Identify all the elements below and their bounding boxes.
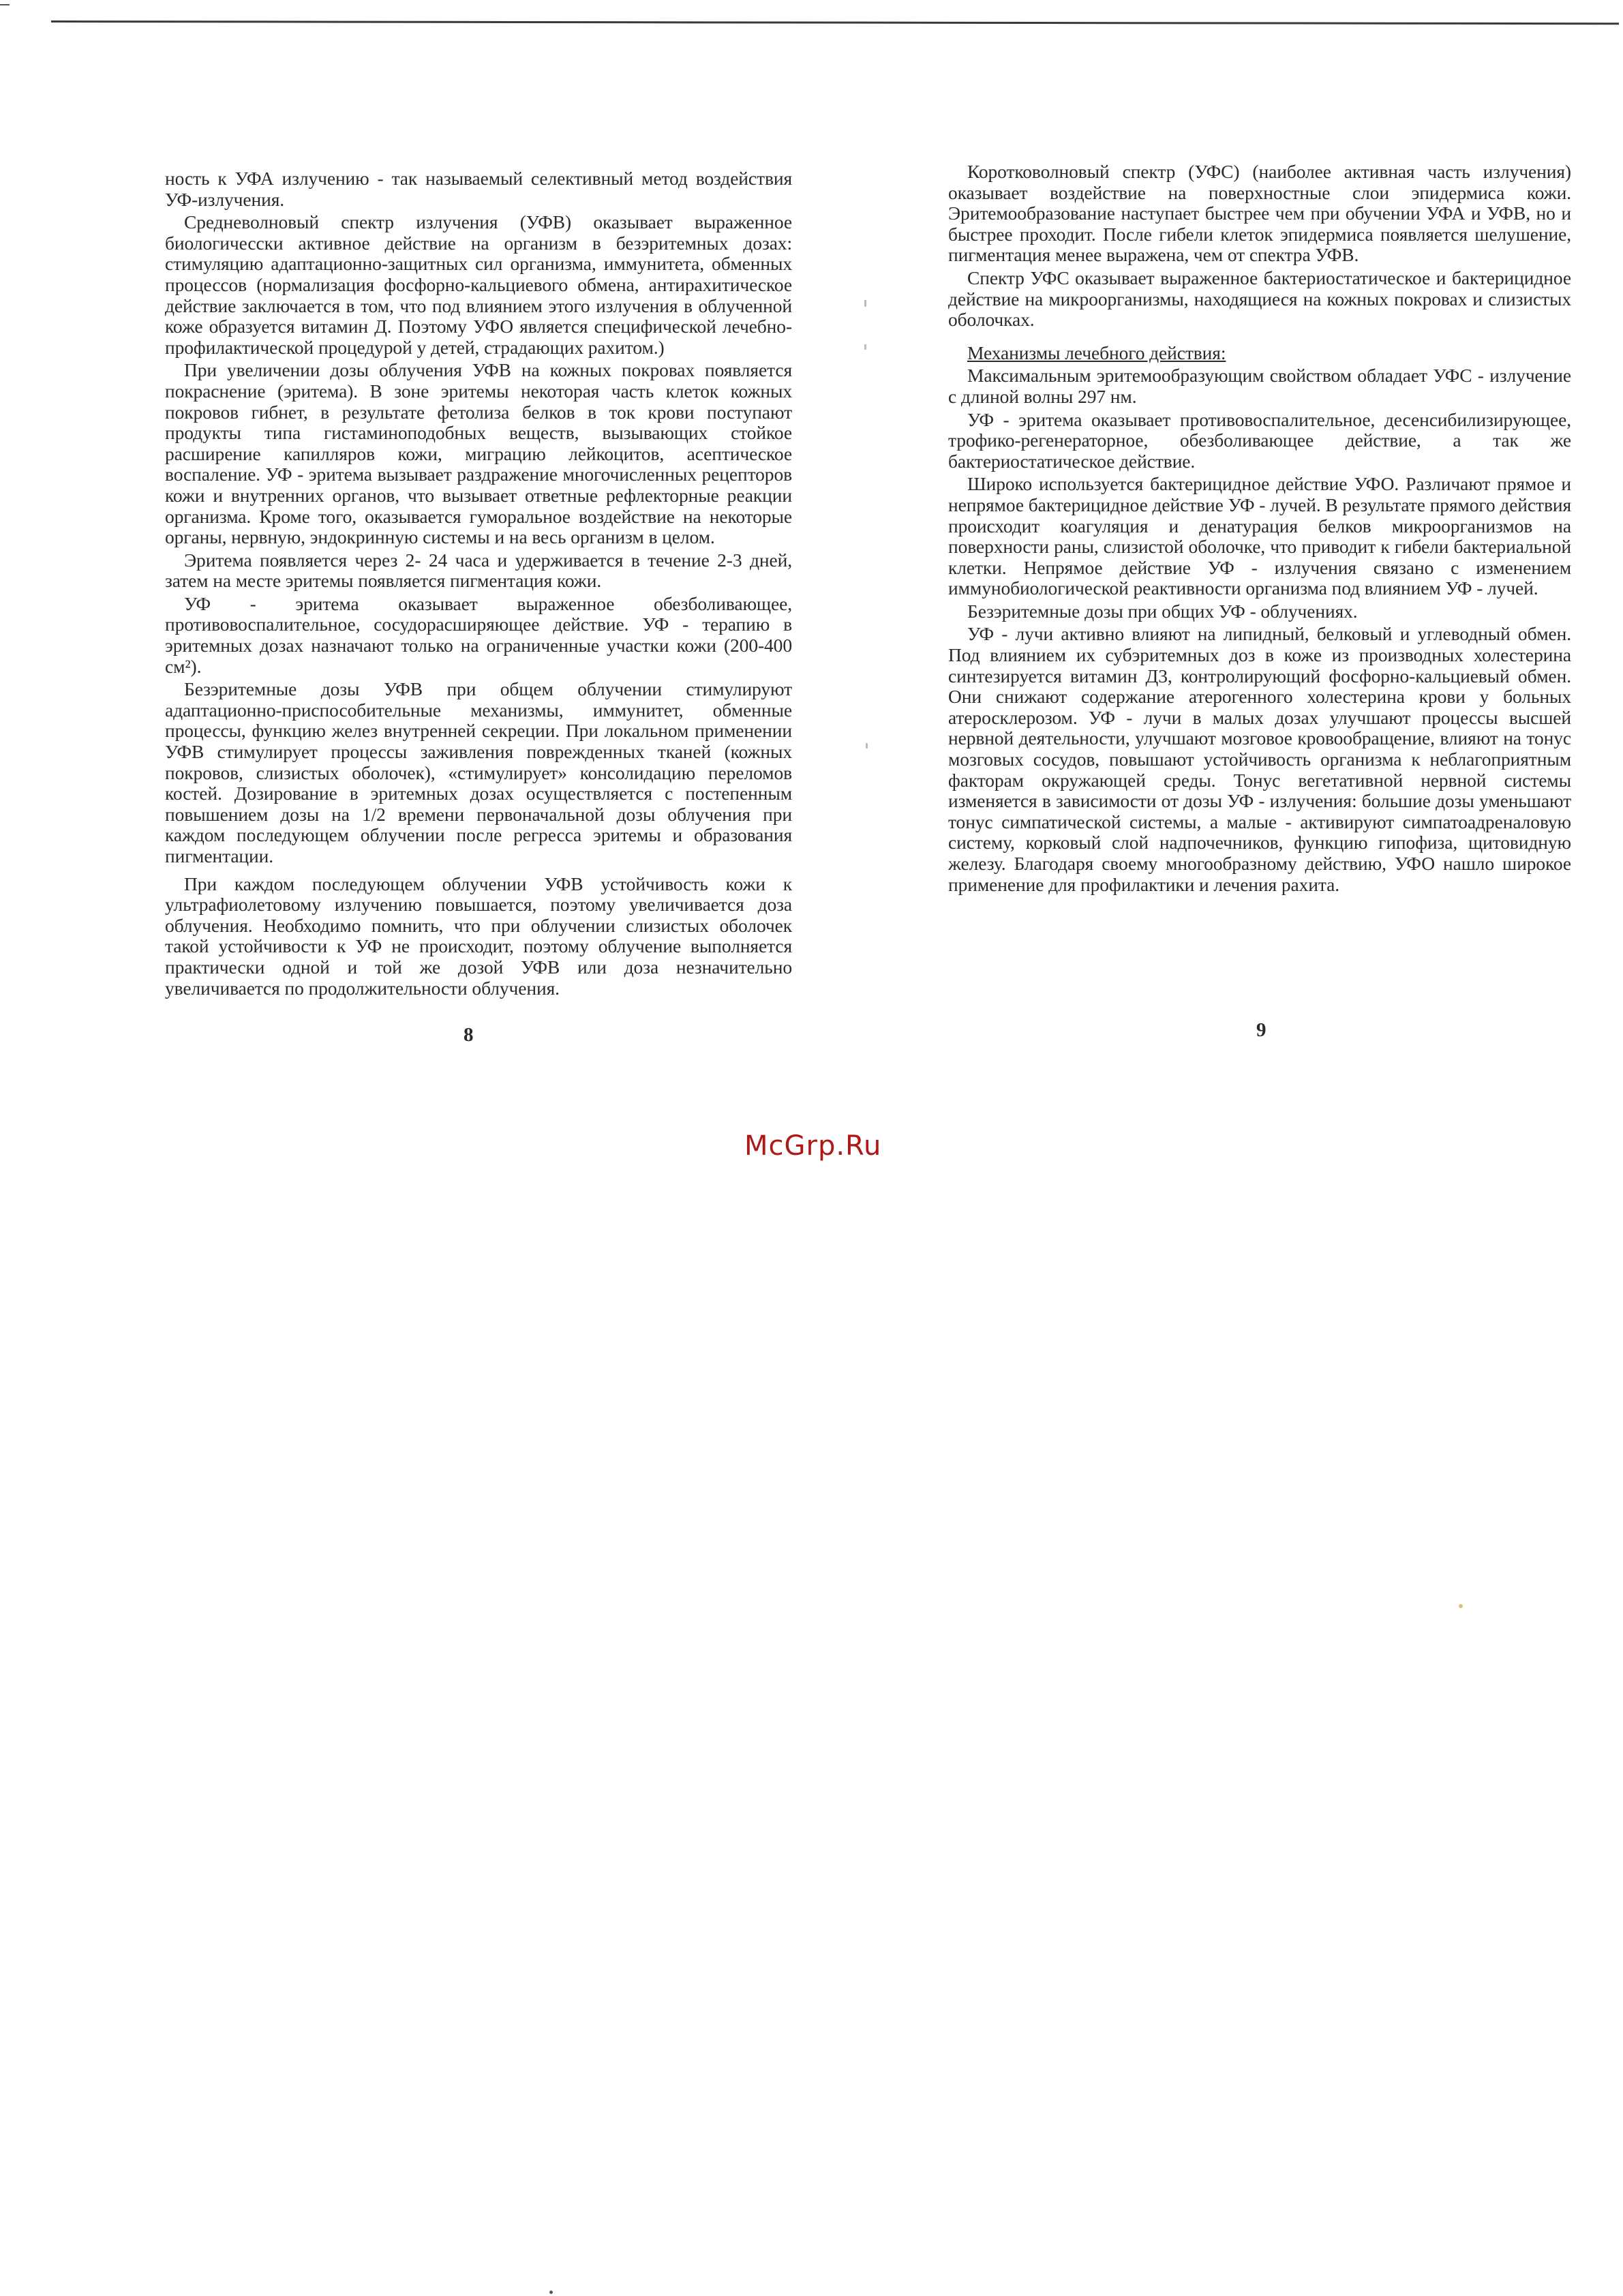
left-page-text <box>165 168 792 1001</box>
scan-corner-mark <box>0 0 10 5</box>
watermark-text: McGrp.Ru <box>744 1130 882 1162</box>
scan-speck <box>864 300 866 307</box>
left-paragraph-3: При увеличении дозы облучения УФВ на кожных покровах появляется покраснение (эритема). В зоне эритемы некоторая часть клеток кожных покровов гибнет, в результате фетолиза белков в ток крови поступают продукты типа гистаминоподобных веществ, вызывающих стойкое расширение капилляров кожи, миграцию лейкоцитов, асептическое воспаление. УФ - эритема вызывает раздражение многочисленных рецепторов кожи и внутренних органов, что вызывает ответные рефлекторные реакции организма. Кроме того, оказывается гуморальное воздействие на некоторые органы, нервную, эндокринную системы и на весь организм в целом. <box>165 359 792 548</box>
right-paragraph-1: Коротковолновый спектр (УФС) (наиболее активная часть излучения) оказывает воздействие на поверхностные слои эпидермиса кожи. Эритемообразование наступает быстрее чем при обучении УФА и УФВ, но и быстрее проходит. После гибели клеток эпидермиса появляется шелушение, пигментация менее выражена, чем от спектра УФВ. <box>948 161 1571 266</box>
scan-speck <box>549 2291 553 2294</box>
right-paragraph-7: УФ - лучи активно влияют на липидный, белковый и углеводный обмен. Под влиянием их субэритемных доз в коже из производных холестерина синтезируется витамин Д3, контролирующий фосфорно-кальциевый обмен. Они снижают содержание атерогенного холестерина крови у больных атеросклерозом. УФ - лучи в малых дозах улучшают процессы высшей нервной деятельности, улучшают мозговое кровообращение, влияют на тонус мозговых сосудов, повышают устойчивость организма к неблагоприятным факторам окружающей среды. Тонус вегетативной нервной системы изменяется в зависимости от дозы УФ - излучения: большие дозы уменьшают тонус симпатической системы, а малые - активируют симпатоадреналовую систему, корковый слой надпочечников, функцию гипофиза, щитовидную железу. Благодаря своему многообразному действию, УФО нашло широкое применение для профилактики и лечения рахита. <box>948 623 1571 895</box>
left-paragraph-2: Средневолновый спектр излучения (УФВ) оказывает выраженное биологичесски активное действие на организм в безэритемных дозах: стимуляцию адаптационно-защитных сил организма, иммунитета, обменных процессов (нормализация фосфорно-кальциевого обмена, антирахитическое действие заключается в том, что под влиянием этого излучения в облученной коже образуется витамин Д. Поэтому УФО является специфической лечебно-профилактической процедурой у детей, страдающих рахитом.) <box>165 211 792 358</box>
right-paragraph-2: Спектр УФС оказывает выраженное бактериостатическое и бактерицидное действие на микроорганизмы, находящиеся на кожных покровах и слизистых оболочках. <box>948 267 1571 331</box>
scan-speck <box>864 344 866 350</box>
scan-speck <box>866 743 868 749</box>
right-paragraph-6: Безэритемные дозы при общих УФ - облучениях. <box>967 600 1358 622</box>
scan-edge-line <box>51 20 1619 25</box>
left-paragraph-7: При каждом последующем облучении УФВ устойчивость кожи к ультрафиолетовому излучению повышается, поэтому увеличивается доза облучения. Необходимо помнить, что при облучении слизистых оболочек такой устойчивости к УФ не происходит, поэтому облучение выполняется практически одной и той же дозой УФВ или доза незначительно увеличивается по продолжительности облучения. <box>165 873 792 999</box>
left-paragraph-5: УФ - эритема оказывает выраженное обезболивающее, противовоспалительное, сосудорасширяющее действие. УФ - терапию в эритемных дозах назначают только на ограниченные участки кожи (200-400 см²). <box>165 592 792 677</box>
page-number-left: 8 <box>464 1024 474 1046</box>
right-paragraph-5: Широко используется бактерицидное действие УФО. Различают прямое и непрямое бактерицидное действие УФ - лучей. В результате прямого действия происходит коагуляция и денатурация белков микроорганизмов на поверхности раны, слизистой оболочке, что приводит к гибели бактериальной клетки. Непрямое действие УФ - излучения связано с изменением иммунобиологической реактивности организма под влиянием УФ - лучей. <box>948 473 1571 599</box>
left-paragraph-6: Безэритемные дозы УФВ при общем облучении стимулируют адаптационно-приспособительные механизмы, иммунитет, обменные процессы, функцию желез внутренней секреции. При локальном применении УФВ стимулирует процессы заживления поврежденных тканей (кожных покровов, слизистых оболочек), «стимулирует» консолидацию переломов костей. Дозирование в эритемных дозах осуществляется с постепенным повышением дозы на 1/2 времени первоначальной дозы облучения при каждом последующем облучении после регресса эритемы и образования пигментации. <box>165 678 792 866</box>
right-paragraph-4: УФ - эритема оказывает противовоспалительное, десенсибилизирующее, трофико-регенераторное, обезболивающее действие, а так же бактериостатическое действие. <box>948 408 1571 472</box>
right-paragraph-3: Максимальным эритемообразующим свойством обладает УФС - излучение с длиной волны 297 нм. <box>948 365 1571 407</box>
page-number-right: 9 <box>1256 1019 1266 1041</box>
left-paragraph-4: Эритема появляется через 2- 24 часа и удерживается в течение 2-3 дней, затем на месте эритемы появляется пигментация кожи. <box>165 549 792 592</box>
section-heading: Механизмы лечебного действия: <box>967 342 1226 363</box>
left-paragraph-1: ность к УФА излучению - так называемый селективный метод воздействия УФ-излучения. <box>165 168 792 210</box>
scan-speck <box>1459 1604 1463 1608</box>
right-page-text <box>948 162 1571 897</box>
